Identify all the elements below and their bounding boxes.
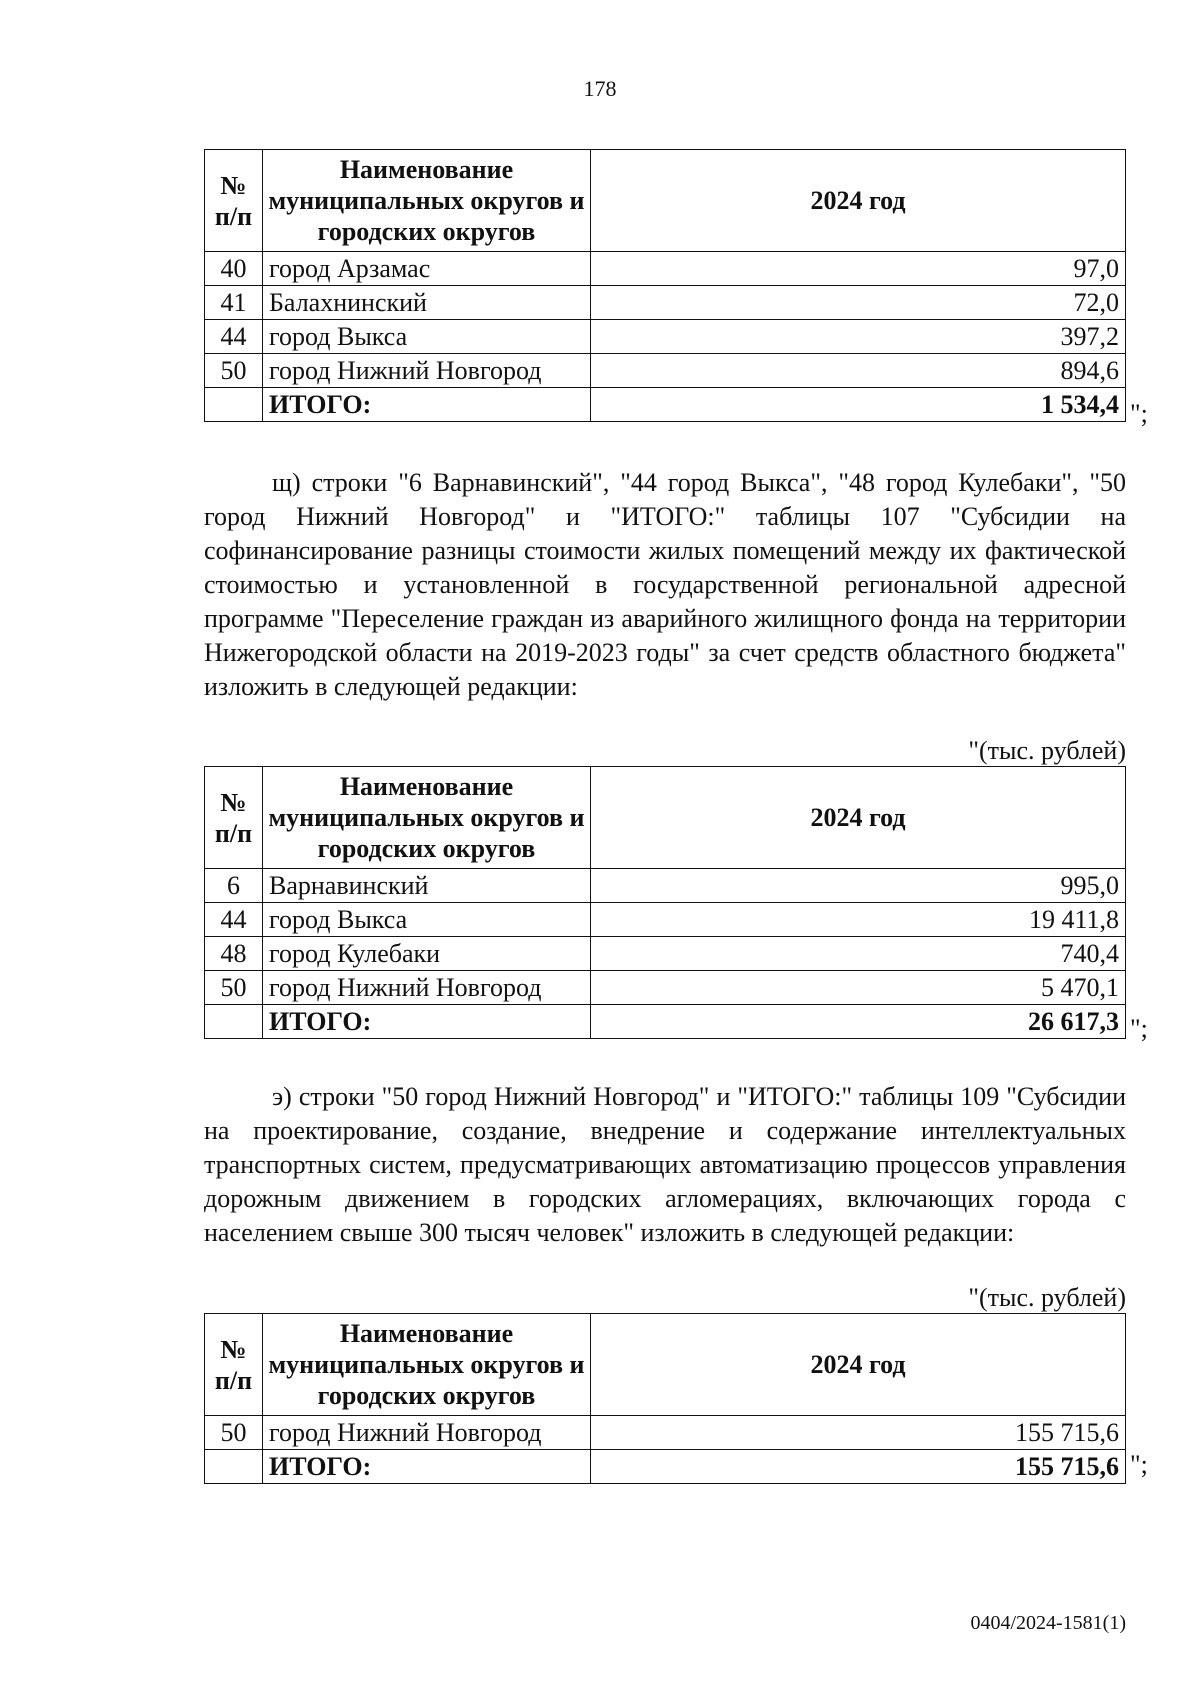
- row-num: 44: [205, 903, 263, 937]
- row-value: 72,0: [591, 286, 1126, 320]
- table-row: [205, 354, 1126, 388]
- row-name: город Кулебаки: [263, 937, 591, 971]
- row-value: 19 411,8: [591, 903, 1126, 937]
- header-year: 2024 год: [591, 767, 1126, 869]
- table-row: [205, 869, 1126, 903]
- row-value: 97,0: [591, 252, 1126, 286]
- row-name: город Нижний Новгород: [263, 354, 591, 388]
- row-value: 155 715,6: [591, 1416, 1126, 1450]
- row-num: 40: [205, 252, 263, 286]
- total-label: ИТОГО:: [263, 1450, 591, 1484]
- header-num: № п/п: [205, 767, 263, 869]
- table-row: [205, 286, 1126, 320]
- total-value: 155 715,6: [591, 1450, 1126, 1484]
- document-id: 0404/2024-1581(1): [970, 1612, 1126, 1634]
- table-row: [205, 1416, 1126, 1450]
- total-row: [205, 388, 1126, 422]
- unit-label-2: "(тыс. рублей): [968, 736, 1126, 765]
- header-name: Наименование муниципальных округов и городских округов: [263, 1314, 591, 1416]
- header-num: № п/п: [205, 150, 263, 252]
- total-row: [205, 1005, 1126, 1039]
- row-value: 995,0: [591, 869, 1126, 903]
- total-value: 1 534,4: [591, 388, 1126, 422]
- total-value: 26 617,3: [591, 1005, 1126, 1039]
- row-value: 894,6: [591, 354, 1126, 388]
- row-num: 50: [205, 1416, 263, 1450]
- row-num: 50: [205, 354, 263, 388]
- table-row: [205, 252, 1126, 286]
- header-year: 2024 год: [591, 150, 1126, 252]
- paragraph-e: э) строки "50 город Нижний Новгород" и "ИТОГО:" таблицы 109 "Субсидии на проектирование, создание, внедрение и содержание интеллектуальных транспортных систем, предусматривающих автоматизацию процессов управления дорожным движением в городских агломерациях, включающих города с населением свыше 300 тысяч человек" изложить в следующей редакции:: [204, 1082, 1126, 1247]
- row-name: Балахнинский: [263, 286, 591, 320]
- total-label: ИТОГО:: [263, 1005, 591, 1039]
- total-row: [205, 1450, 1126, 1484]
- row-name: Варнавинский: [263, 869, 591, 903]
- row-name: город Нижний Новгород: [263, 1416, 591, 1450]
- row-num: 50: [205, 971, 263, 1005]
- row-value: 397,2: [591, 320, 1126, 354]
- table-row: [205, 971, 1126, 1005]
- row-name: город Выкса: [263, 903, 591, 937]
- row-num: 44: [205, 320, 263, 354]
- total-label: ИТОГО:: [263, 388, 591, 422]
- table-row: [205, 320, 1126, 354]
- header-year: 2024 год: [591, 1314, 1126, 1416]
- table-row: [205, 903, 1126, 937]
- header-num: № п/п: [205, 1314, 263, 1416]
- table-row: [205, 937, 1126, 971]
- table-header-row: [205, 150, 1126, 252]
- header-name: Наименование муниципальных округов и городских округов: [263, 150, 591, 252]
- total-empty-cell: [205, 1005, 263, 1039]
- row-name: город Выкса: [263, 320, 591, 354]
- row-num: 48: [205, 937, 263, 971]
- row-value: 5 470,1: [591, 971, 1126, 1005]
- table-3: [204, 1313, 1126, 1484]
- row-name: город Нижний Новгород: [263, 971, 591, 1005]
- closing-quote-1: ";: [1130, 399, 1148, 428]
- closing-quote-3: ";: [1130, 1450, 1148, 1479]
- row-value: 740,4: [591, 937, 1126, 971]
- row-num: 6: [205, 869, 263, 903]
- total-empty-cell: [205, 388, 263, 422]
- table-2: [204, 766, 1126, 1039]
- table-header-row: [205, 1314, 1126, 1416]
- row-num: 41: [205, 286, 263, 320]
- header-name: Наименование муниципальных округов и городских округов: [263, 767, 591, 869]
- row-name: город Арзамас: [263, 252, 591, 286]
- total-empty-cell: [205, 1450, 263, 1484]
- table-1: [204, 149, 1126, 422]
- closing-quote-2: ";: [1130, 1014, 1148, 1043]
- unit-label-3: "(тыс. рублей): [968, 1283, 1126, 1312]
- page-number: 178: [583, 76, 617, 101]
- paragraph-shch: щ) строки "6 Варнавинский", "44 город Выкса", "48 город Кулебаки", "50 город Нижний Новгород" и "ИТОГО:" таблицы 107 "Субсидии на софинансирование разницы стоимости жилых помещений между их фактической стоимостью и установленной в государственной региональной адресной программе "Переселение граждан из аварийного жилищного фонда на территории Нижегородской области на 2019-2023 годы" за счет средств областного бюджета" изложить в следующей редакции:: [204, 468, 1126, 701]
- table-header-row: [205, 767, 1126, 869]
